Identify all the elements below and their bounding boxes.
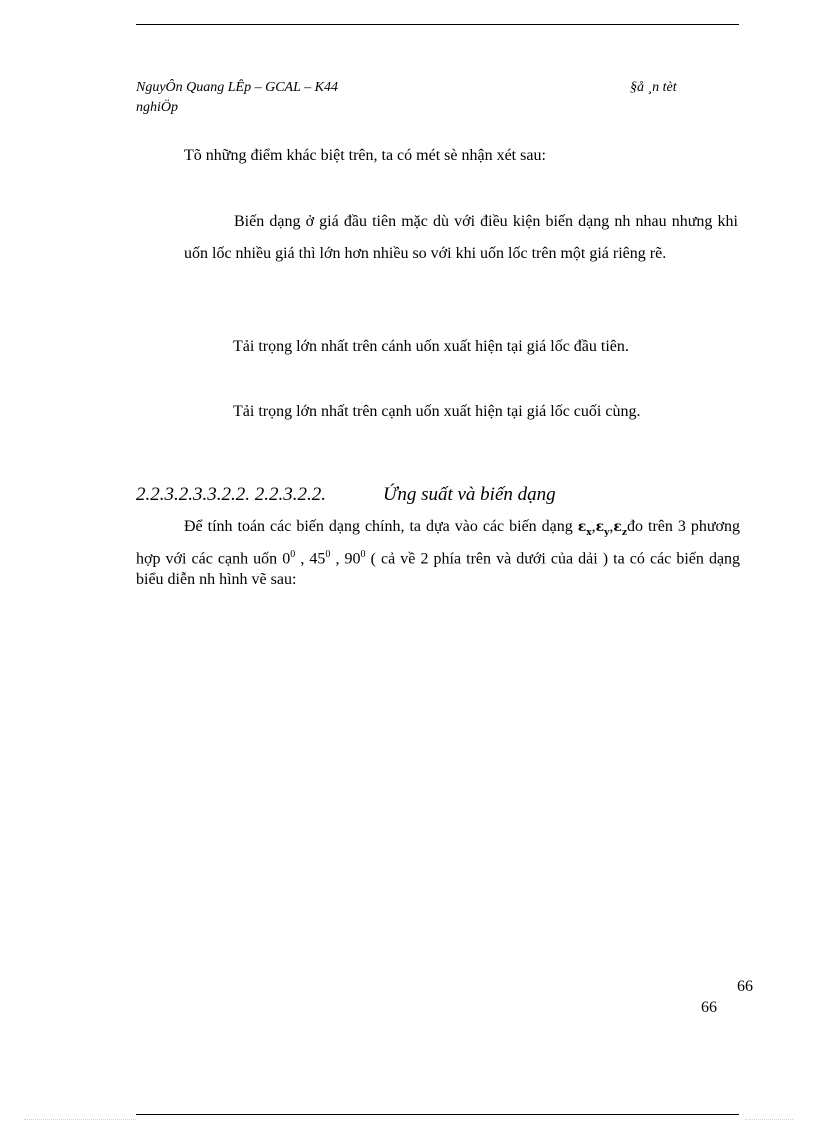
footer-dotted-line-right <box>745 1119 793 1120</box>
footer-rule <box>136 1114 739 1115</box>
stress-text-c: ( cả về 2 phía trên và dưới của dải ) ta có các biến dạng biểu diễn nh hình vẽ sau: <box>136 550 741 589</box>
epsilon-x <box>577 519 592 538</box>
page-number: 66 <box>737 978 753 995</box>
subscript-z: z <box>621 527 628 538</box>
header-rule <box>136 24 739 25</box>
epsilon-symbol: ε <box>595 519 605 535</box>
header-author-line2: nghiÖp <box>136 100 178 115</box>
subscript-y: y <box>604 527 610 538</box>
epsilon-y <box>595 519 610 538</box>
angle-2: 45 <box>309 550 326 568</box>
epsilon-z <box>613 519 628 538</box>
max-load-last-paragraph: Tải trọng lớn nhất trên cạnh uốn xuất hiện tại giá lốc cuối cùng. <box>233 403 641 420</box>
section-number: 2.2.3.2.3.3.2.2. 2.2.3.2.2. <box>136 484 326 505</box>
page-number-duplicate: 66 <box>701 999 717 1016</box>
epsilon-symbol: ε <box>613 519 622 535</box>
header-author-line1: NguyÔn Quang LÊp – GCAL – K44 <box>136 80 338 95</box>
angle-separator: , <box>335 550 340 568</box>
subscript-x: x <box>586 527 592 538</box>
stress-text-b: đo trên 3 phương hợp với các cạnh uốn <box>136 518 741 568</box>
angle-1: 0 <box>282 550 291 568</box>
stress-paragraph <box>136 516 740 590</box>
angle-separator: , <box>300 550 305 568</box>
separator-comma: , <box>591 518 596 535</box>
running-header-author <box>136 78 456 118</box>
separator-comma: , <box>609 518 614 535</box>
degree-mark: 0 <box>325 548 331 560</box>
angle-3: 90 <box>344 550 361 568</box>
deformation-note-paragraph: Biến dạng ở giá đầu tiên mặc dù với điều kiện biến dạng nh nhau nhưng khi uốn lốc nhiều giá thì lớn hơn nhiều so với khi uốn lốc trên một giá riêng rẽ. <box>184 213 738 262</box>
running-header-doc-type: §å ¸n tèt <box>630 80 677 95</box>
stress-text-a: Để tính toán các biến dạng chính, ta dựa vào các biến dạng <box>184 518 573 535</box>
section-title: Ứng suất và biến dạng <box>383 484 556 505</box>
degree-mark: 0 <box>360 548 366 560</box>
footer-dotted-line-left <box>24 1119 136 1120</box>
degree-mark: 0 <box>290 548 296 560</box>
intro-paragraph: Tõ những điểm khác biệt trên, ta có mét sè nhận xét sau: <box>184 147 546 164</box>
section-heading <box>136 482 556 508</box>
epsilon-symbol: ε <box>577 519 587 535</box>
max-load-first-paragraph: Tải trọng lớn nhất trên cánh uốn xuất hiện tại giá lốc đầu tiên. <box>233 338 629 355</box>
